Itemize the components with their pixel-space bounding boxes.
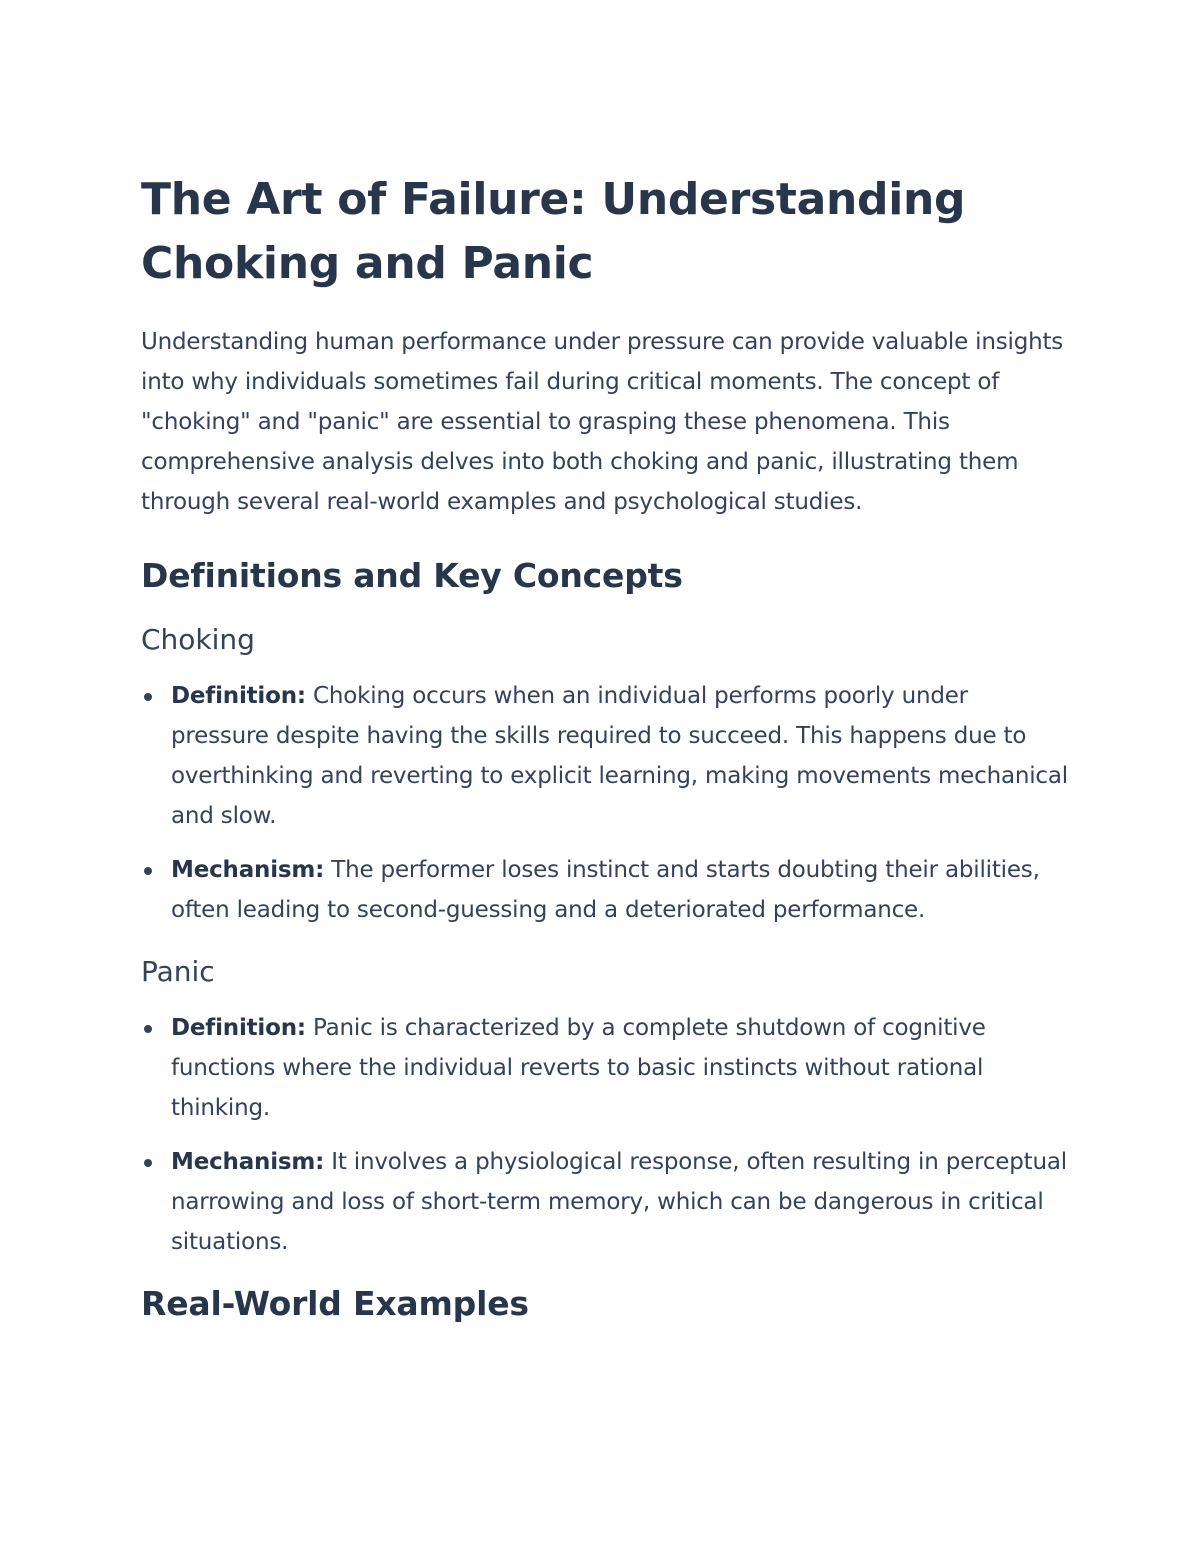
bullet-icon [144, 1025, 152, 1033]
bullet-icon [144, 867, 152, 875]
subsection-heading-choking: Choking [141, 623, 255, 656]
list-item [141, 850, 1071, 930]
panic-list [141, 1008, 1071, 1262]
document-title: The Art of Failure: Understanding Choking and Panic [141, 174, 966, 289]
list-item-text: The performer loses instinct and starts doubting their abilities, often leading to second-guessing and a deteriorated performance. [171, 857, 1040, 923]
list-item-term: Mechanism: [171, 857, 325, 883]
choking-list [141, 676, 1071, 930]
list-item-term: Mechanism: [171, 1149, 325, 1175]
list-item-term: Definition: [171, 1015, 306, 1041]
list-item-term: Definition: [171, 683, 306, 709]
list-item [141, 1008, 1071, 1128]
bullet-icon [144, 693, 152, 701]
list-item [141, 676, 1071, 836]
list-item-text: It involves a physiological response, often resulting in perceptual narrowing and loss of short-term memory, which can be dangerous in critical situations. [171, 1149, 1067, 1255]
list-item-text: Panic is characterized by a complete shutdown of cognitive functions where the individual reverts to basic instincts without rational thinking. [171, 1015, 986, 1121]
list-item [141, 1142, 1071, 1262]
bullet-icon [144, 1159, 152, 1167]
document-page [141, 168, 1071, 1326]
subsection-heading-panic: Panic [141, 955, 215, 988]
section-heading-examples: Real-World Examples [141, 1284, 529, 1323]
intro-paragraph: Understanding human performance under pressure can provide valuable insights into why individuals sometimes fail during critical moments. The concept of "choking" and "panic" are essential to grasping these phenomena. This comprehensive analysis delves into both choking and panic, illustrating them through several real-world examples and psychological studies. [141, 329, 1064, 515]
section-heading-definitions: Definitions and Key Concepts [141, 556, 683, 595]
list-item-text: Choking occurs when an individual performs poorly under pressure despite having the skills required to succeed. This happens due to overthinking and reverting to explicit learning, making movements mechanical and slow. [171, 683, 1068, 829]
